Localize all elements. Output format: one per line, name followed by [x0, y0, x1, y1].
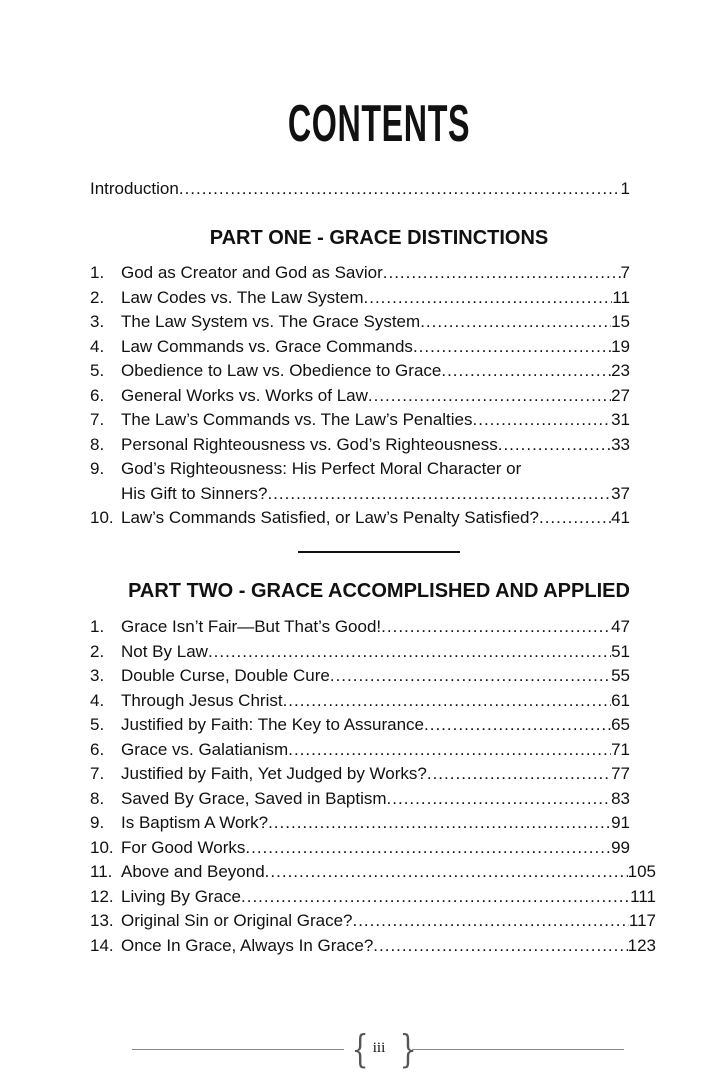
toc-entry-page: 123: [627, 935, 656, 955]
toc-entry-label: Obedience to Law vs. Obedience to Grace: [121, 361, 442, 380]
toc-entry-page: 111: [630, 886, 656, 906]
toc-entry-number: 7.: [90, 410, 105, 429]
toc-entry-label: For Good Works: [121, 837, 246, 857]
toc-entry-label: Justified by Faith, Yet Judged by Works?: [121, 764, 427, 783]
toc-entry-label: Law’s Commands Satisfied, or Law’s Penalty Satisfied?: [121, 508, 539, 527]
toc-entry-label: God as Creator and God as Savior: [121, 263, 383, 282]
toc-entry-page: 105: [627, 862, 656, 881]
toc-entry-number: 1.: [90, 617, 105, 636]
toc-entry-label: Double Curse, Double Cure: [121, 666, 330, 685]
toc-entry-number: 2.: [90, 641, 105, 661]
toc-entry[interactable]: [90, 384, 630, 408]
toc-entry-number: 13.: [90, 911, 114, 930]
toc-entry-number: 6.: [90, 385, 105, 405]
dot-leader: [241, 885, 630, 909]
toc-entry[interactable]: [90, 359, 630, 383]
page-number: iii: [372, 1040, 386, 1056]
toc-entry[interactable]: [90, 310, 630, 334]
toc-entry-label: Law Codes vs. The Law System: [121, 287, 364, 307]
toc-entry-page: 91: [611, 813, 630, 832]
toc-entry[interactable]: [90, 408, 630, 432]
toc-entry-page: 55: [611, 666, 630, 685]
toc-entry-label: Once In Grace, Always In Grace?: [121, 935, 374, 955]
toc-entry-label: Original Sin or Original Grace?: [121, 911, 353, 930]
toc-entry-page: 71: [611, 739, 630, 759]
toc-entry-page: 33: [611, 434, 630, 454]
toc-entry-page: 51: [611, 641, 630, 661]
dot-leader: [208, 640, 611, 664]
toc-entry-page: 61: [611, 690, 630, 710]
toc-entry[interactable]: [90, 433, 630, 457]
toc-entry-number: 9.: [90, 813, 105, 832]
toc-entry-number: 2.: [90, 287, 105, 307]
toc-entry-continuation[interactable]: [121, 482, 630, 506]
right-brace-ornament: }: [399, 1027, 417, 1071]
part-two-heading: PART TWO - GRACE ACCOMPLISHED AND APPLIED: [128, 580, 630, 602]
dot-leader: [179, 177, 621, 201]
toc-entry-label-continued: His Gift to Sinners?: [121, 483, 268, 503]
toc-entry-page: 65: [611, 715, 630, 734]
toc-entry[interactable]: [90, 860, 656, 884]
dot-leader: [283, 689, 612, 713]
toc-entry-number: 3.: [90, 666, 105, 685]
page-title: CONTENTS: [287, 95, 471, 153]
toc-entry-page: 15: [611, 312, 630, 331]
toc-entry-page: 41: [611, 508, 630, 527]
toc-entry-label: General Works vs. Works of Law: [121, 385, 368, 405]
toc-entry-number: 10.: [90, 837, 114, 857]
dot-leader: [268, 811, 611, 835]
toc-entry[interactable]: [90, 615, 630, 639]
toc-entry-label: Through Jesus Christ: [121, 690, 283, 710]
toc-entry[interactable]: [90, 836, 630, 860]
dot-leader: [352, 909, 628, 933]
toc-entry-page: 23: [611, 361, 630, 380]
toc-entry-page: 11: [612, 287, 630, 307]
toc-entry-label: Introduction: [90, 179, 179, 198]
toc-entry[interactable]: [90, 335, 630, 359]
toc-entry-page: 1: [620, 179, 630, 198]
toc-entry[interactable]: [90, 934, 656, 958]
toc-entry[interactable]: [90, 762, 630, 786]
toc-entry-label: Law Commands vs. Grace Commands: [121, 336, 413, 356]
dot-leader: [420, 310, 611, 334]
dot-leader: [387, 787, 612, 811]
toc-entry-number: 1.: [90, 263, 105, 282]
toc-entry[interactable]: [90, 713, 630, 737]
dot-leader: [539, 506, 611, 530]
toc-entry[interactable]: [90, 811, 630, 835]
toc-entry-page: 83: [611, 788, 630, 808]
dot-leader: [498, 433, 611, 457]
toc-entry-number: 3.: [90, 312, 105, 331]
toc-entry-page: 31: [611, 410, 630, 429]
toc-entry[interactable]: [90, 738, 630, 762]
toc-entry-number: 12.: [90, 886, 114, 906]
left-brace-ornament: {: [351, 1027, 369, 1071]
toc-entry-label: Personal Righteousness vs. God’s Righteousness: [121, 434, 498, 454]
toc-entry[interactable]: [90, 787, 630, 811]
toc-entry-page: 7: [620, 263, 630, 282]
toc-entry[interactable]: [90, 909, 656, 933]
dot-leader: [330, 664, 611, 688]
toc-entry[interactable]: [90, 885, 656, 909]
toc-entry[interactable]: [90, 506, 630, 530]
toc-entry-page: 47: [611, 617, 630, 636]
toc-entry-number: 10.: [90, 508, 114, 527]
toc-entry[interactable]: [90, 457, 630, 481]
toc-entry[interactable]: [90, 261, 630, 285]
toc-entry[interactable]: [90, 640, 630, 664]
toc-entry-introduction[interactable]: [90, 177, 630, 201]
dot-leader: [368, 384, 611, 408]
toc-entry[interactable]: [90, 664, 630, 688]
dot-leader: [441, 359, 611, 383]
toc-entry-number: 7.: [90, 764, 105, 783]
dot-leader: [473, 408, 612, 432]
dot-leader: [383, 261, 621, 285]
dot-leader: [288, 738, 611, 762]
footer-rule-left: [132, 1049, 344, 1050]
toc-entry-page: 37: [611, 483, 630, 503]
footer-rule-right: [412, 1049, 624, 1050]
part-one-heading: PART ONE - GRACE DISTINCTIONS: [209, 227, 549, 249]
dot-leader: [424, 713, 611, 737]
toc-entry-label: Not By Law: [121, 641, 208, 661]
toc-entry-number: 9.: [90, 459, 105, 478]
toc-entry[interactable]: [90, 689, 630, 713]
toc-entry[interactable]: [90, 286, 630, 310]
toc-entry-label: Is Baptism A Work?: [121, 813, 269, 832]
toc-entry-label: Above and Beyond: [121, 862, 265, 881]
dot-leader: [413, 335, 611, 359]
dot-leader: [373, 934, 627, 958]
toc-entry-label: Grace vs. Galatianism: [121, 739, 289, 759]
dot-leader: [245, 836, 611, 860]
toc-entry-label: The Law System vs. The Grace System: [121, 312, 421, 331]
toc-entry-label: Justified by Faith: The Key to Assurance: [121, 715, 425, 734]
toc-entry-label: Grace Isn’t Fair—But That’s Good!: [121, 617, 382, 636]
toc-entry-page: 19: [611, 336, 630, 356]
toc-entry-number: 8.: [90, 788, 105, 808]
toc-entry-number: 4.: [90, 690, 105, 710]
toc-entry-label: Living By Grace: [121, 886, 241, 906]
dot-leader: [381, 615, 611, 639]
toc-entry-number: 4.: [90, 336, 105, 356]
toc-entry-page: 77: [611, 764, 630, 783]
dot-leader: [364, 286, 613, 310]
toc-entry-number: 14.: [90, 935, 114, 955]
toc-entry-number: 8.: [90, 434, 105, 454]
dot-leader: [265, 860, 628, 884]
toc-entry-number: 6.: [90, 739, 105, 759]
toc-entry-page: 117: [628, 911, 656, 930]
section-divider: [298, 551, 460, 553]
toc-entry-label: The Law’s Commands vs. The Law’s Penalties: [121, 410, 473, 429]
toc-entry-number: 11.: [90, 862, 113, 881]
toc-entry-label: God’s Righteousness: His Perfect Moral Character or: [121, 459, 522, 478]
dot-leader: [427, 762, 611, 786]
toc-entry-number: 5.: [90, 715, 105, 734]
dot-leader: [267, 482, 611, 506]
toc-entry-page: 27: [611, 385, 630, 405]
toc-entry-label: Saved By Grace, Saved in Baptism: [121, 788, 387, 808]
toc-entry-number: 5.: [90, 361, 105, 380]
toc-entry-page: 99: [611, 837, 630, 857]
